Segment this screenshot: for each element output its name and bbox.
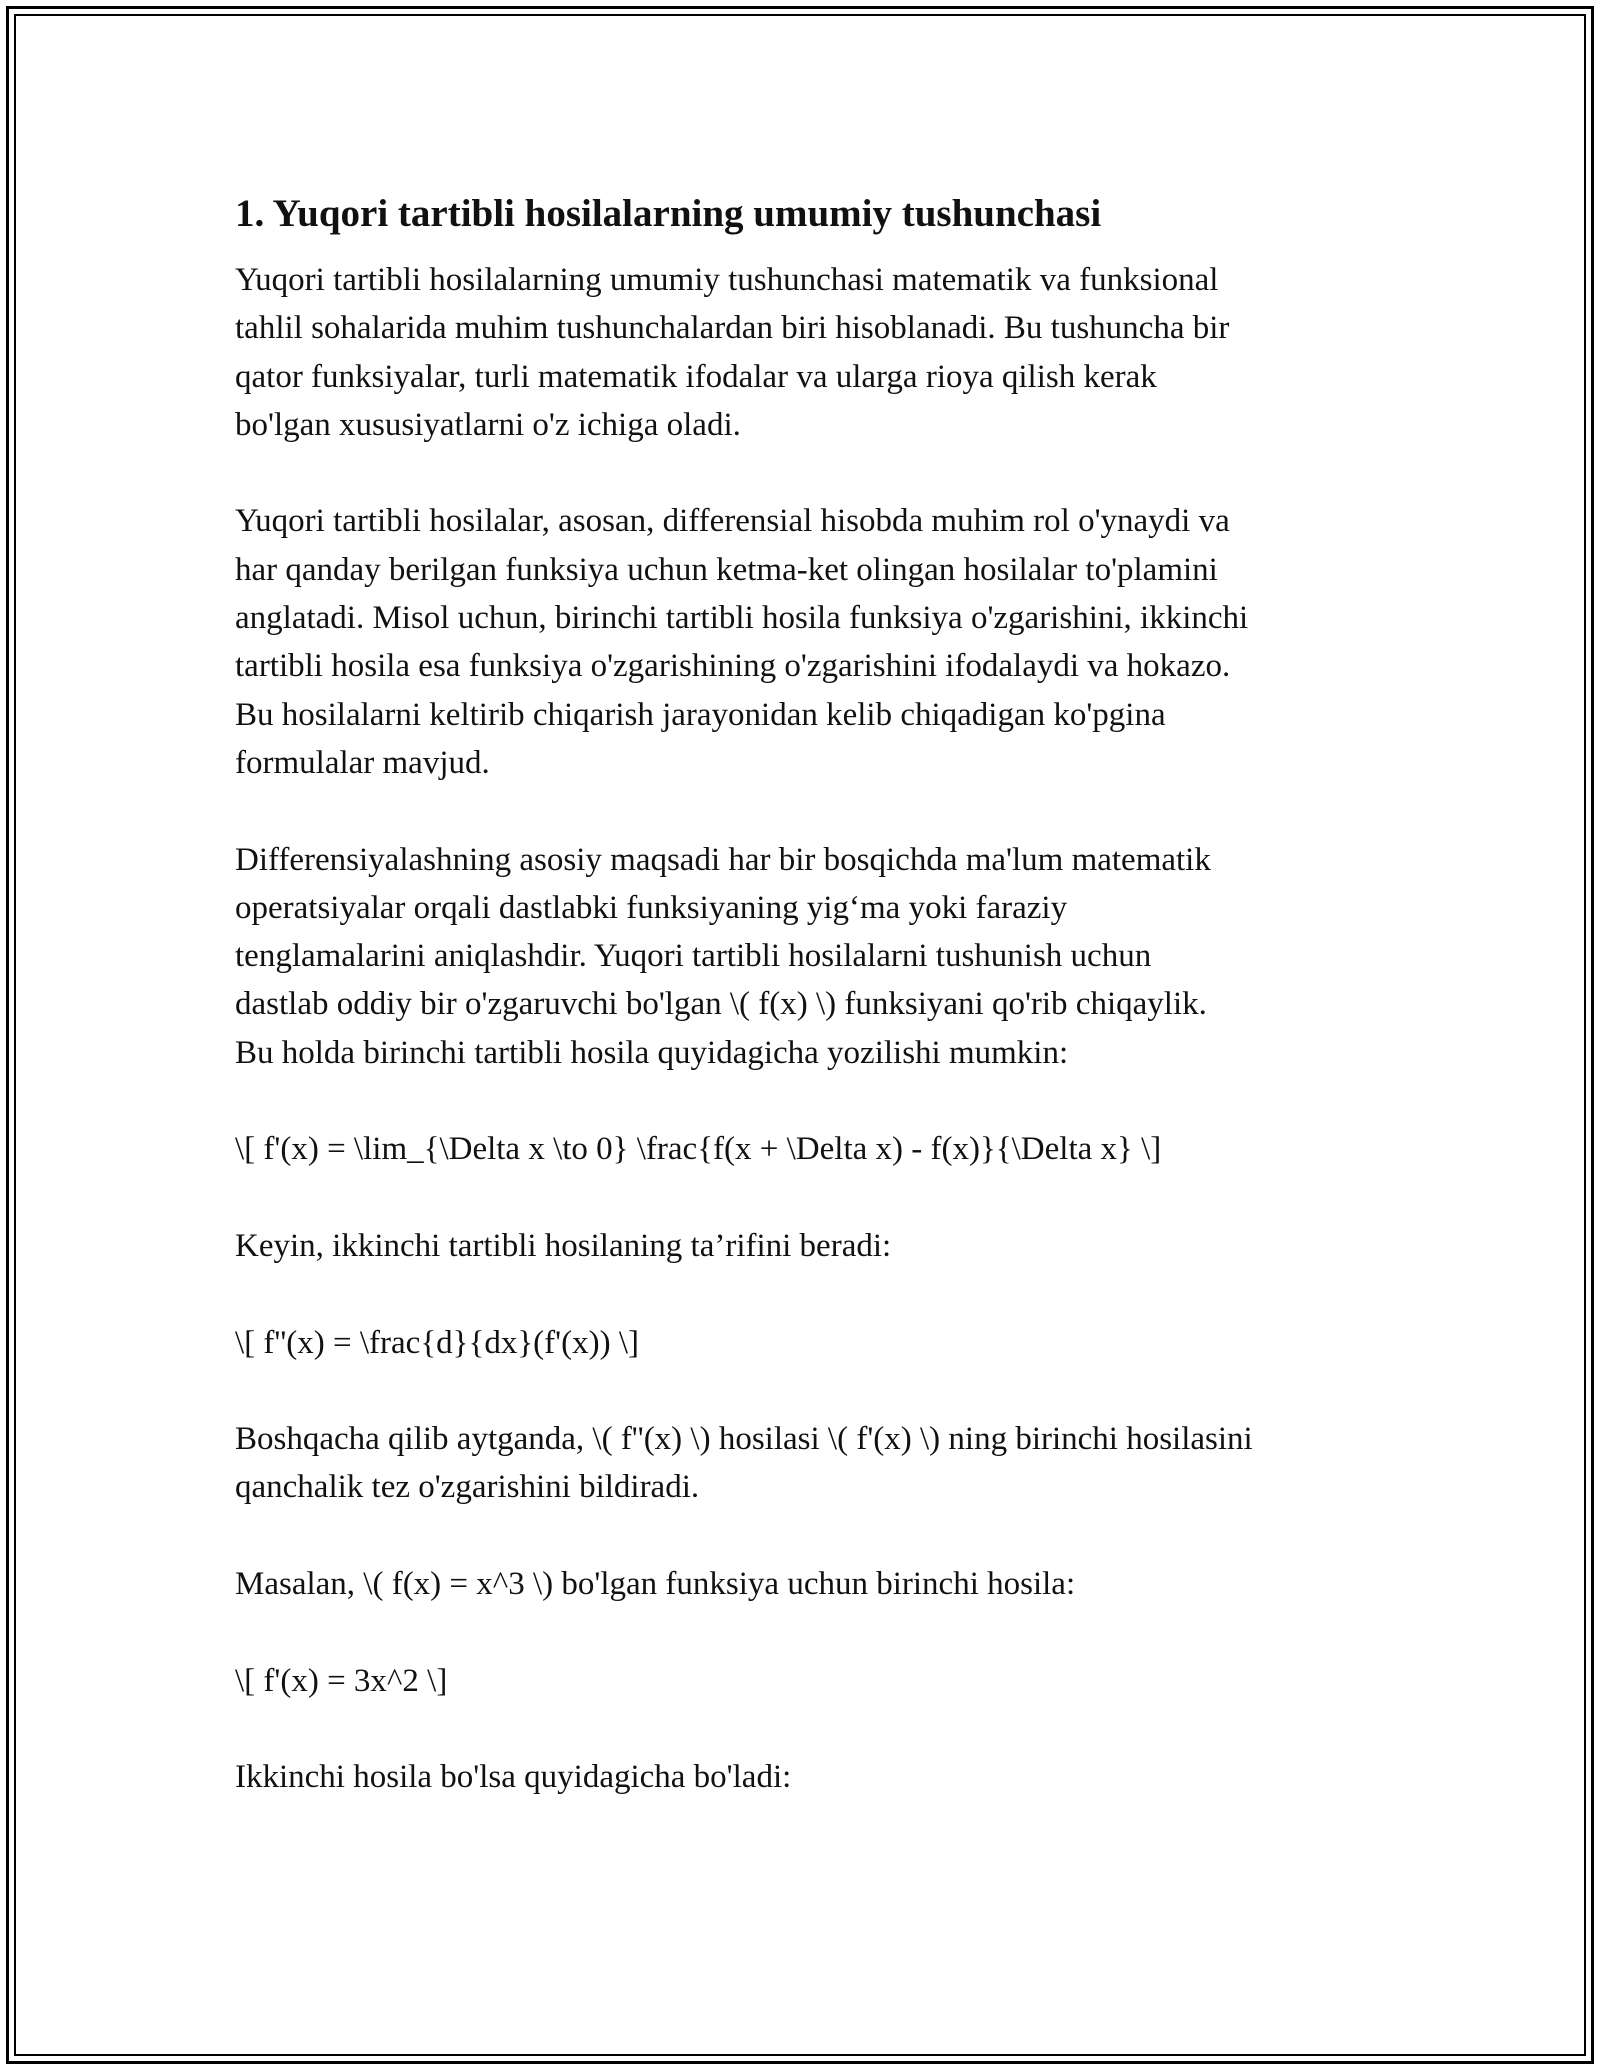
paragraph-second-derivative-example xyxy=(235,1753,1375,1801)
paragraph-explanation xyxy=(235,1415,1375,1512)
text-line: bo'lgan xususiyatlarni o'z ichiga oladi. xyxy=(235,406,741,443)
text-line: operatsiyalar orqali dastlabki funksiyaning yig‘ma yoki faraziy xyxy=(235,889,1068,926)
text-line: Differensiyalashning asosiy maqsadi har bir bosqichda ma'lum matematik xyxy=(235,841,1211,878)
text-line: tahlil sohalarida muhim tushunchalardan biri hisoblanadi. Bu tushuncha bir xyxy=(235,310,1230,347)
text-line: tenglamalarini aniqlashdir. Yuqori tartibli hosilalarni tushunish uchun xyxy=(235,938,1152,975)
text-line: qanchalik tez o'zgarishini bildiradi. xyxy=(235,1469,700,1506)
text-line: dastlab oddiy bir o'zgaruvchi bo'lgan \( f(x) \) funksiyani qo'rib chiqaylik. xyxy=(235,986,1207,1023)
formula-example-first-derivative xyxy=(235,1657,1375,1705)
formula-first-derivative-limit xyxy=(235,1125,1375,1173)
text-line: Masalan, \( f(x) = x^3 \) bo'lgan funksiya uchun birinchi hosila: xyxy=(235,1566,1076,1603)
text-line: anglatadi. Misol uchun, birinchi tartibli hosila funksiya o'zgarishini, ikkinchi xyxy=(235,600,1249,637)
section-heading: 1. Yuqori tartibli hosilalarning umumiy tushunchasi xyxy=(235,192,1102,235)
paragraph-second-derivative-intro xyxy=(235,1222,1375,1270)
paragraph-example xyxy=(235,1560,1375,1608)
text-line: qator funksiyalar, turli matematik ifodalar va ularga rioya qilish kerak xyxy=(235,358,1157,395)
text-line: tartibli hosila esa funksiya o'zgarishining o'zgarishini ifodalaydi va hokazo. xyxy=(235,648,1231,685)
formula-line: \[ f'(x) = 3x^2 \] xyxy=(235,1662,448,1699)
text-line: Yuqori tartibli hosilalar, asosan, differensial hisobda muhim rol o'ynaydi va xyxy=(235,503,1230,540)
formula-line: \[ f''(x) = \frac{d}{dx}(f'(x)) \] xyxy=(235,1324,639,1361)
text-line: formulalar mavjud. xyxy=(235,744,490,781)
paragraph-intro xyxy=(235,256,1375,449)
text-line: Yuqori tartibli hosilalarning umumiy tushunchasi matematik va funksional xyxy=(235,262,1219,298)
text-line: Ikkinchi hosila bo'lsa quyidagicha bo'ladi: xyxy=(235,1759,792,1796)
text-line: har qanday berilgan funksiya uchun ketma-ket olingan hosilalar to'plamini xyxy=(235,551,1218,588)
text-line: Boshqacha qilib aytganda, \( f''(x) \) hosilasi \( f'(x) \) ning birinchi hosilasini xyxy=(235,1421,1253,1458)
formula-line: \[ f'(x) = \lim_{\Delta x \to 0} \frac{f(x + \Delta x) - f(x)}{\Delta x} \] xyxy=(235,1131,1162,1168)
text-line: Keyin, ikkinchi tartibli hosilaning ta’rifini beradi: xyxy=(235,1227,892,1264)
document-body xyxy=(235,186,1375,1850)
formula-second-derivative xyxy=(235,1319,1375,1367)
text-line: Bu holda birinchi tartibli hosila quyidagicha yozilishi mumkin: xyxy=(235,1034,1069,1071)
text-line: Bu hosilalarni keltirib chiqarish jarayonidan kelib chiqadigan ko'pgina xyxy=(235,696,1166,733)
paragraph-higher-derivatives xyxy=(235,497,1375,787)
paragraph-differentiation-goal xyxy=(235,836,1375,1077)
